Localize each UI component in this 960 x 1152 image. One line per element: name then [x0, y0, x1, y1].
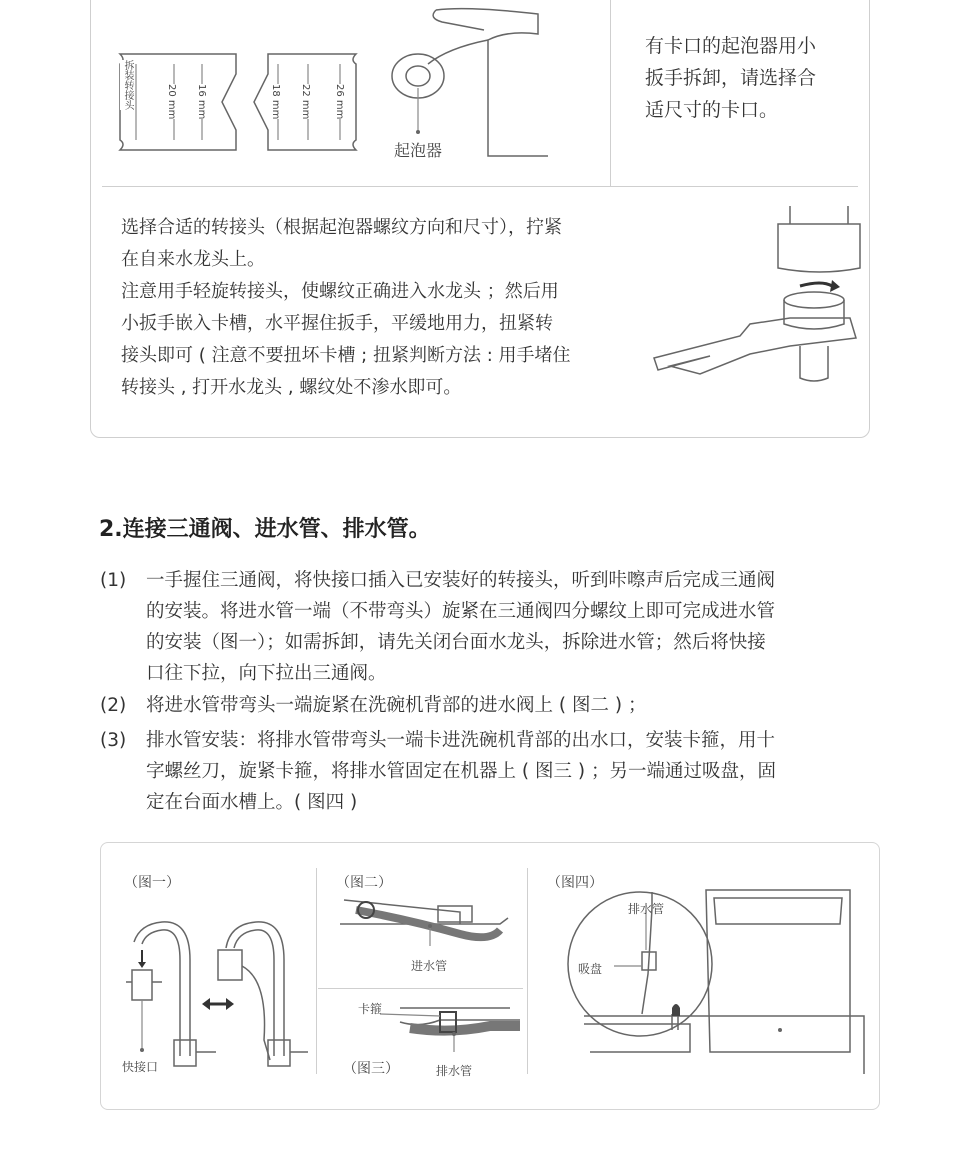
aerator-note-line: 适尺寸的卡口。: [645, 99, 779, 121]
step-3: [100, 725, 870, 818]
fig1-quick-connector-label: 快接口: [122, 1060, 159, 1074]
fig4-dishwasher-sink-illustration: [560, 884, 870, 1084]
figure-divider: [318, 988, 523, 989]
step-number: (3): [100, 730, 127, 751]
step-line: 字螺丝刀，旋紧卡箍，将排水管固定在机器上 ( 图三 ) ；另一端通过吸盘，固: [146, 761, 776, 782]
adapter-wrench-illustration: [650, 206, 860, 402]
fig1-three-way-valve-illustration: [118, 920, 318, 1076]
step-line: 口往下拉，向下拉出三通阀。: [146, 663, 387, 684]
wrench-label-adapter: 拆装转接头: [122, 60, 133, 110]
top-divider-horizontal: [102, 186, 858, 187]
step-number: (2): [100, 695, 127, 716]
wrench-label-26mm: 26 mm: [334, 84, 345, 120]
aerator-note-line: 有卡口的起泡器用小: [645, 35, 817, 57]
wrench-label-22mm: 22 mm: [300, 84, 311, 120]
step-line: 排水管安装：将排水管带弯头一端卡进洗碗机背部的出水口，安装卡箍，用十: [146, 730, 776, 751]
fig3-label: （图三）: [343, 1061, 399, 1077]
step-line: 将进水管带弯头一端旋紧在洗碗机背部的进水阀上 ( 图二 ) ；: [146, 695, 647, 716]
fig2-inlet-hose-label: 进水管: [411, 959, 448, 973]
adapter-text-line: 接头即可 ( 注意不要扭坏卡槽 ; 扭紧判断方法 : 用手堵住: [121, 345, 571, 366]
step-line: 的安装。将进水管一端（不带弯头）旋紧在三通阀四分螺纹上即可完成进水管: [146, 601, 776, 622]
aerator-label: 起泡器: [394, 141, 443, 160]
fig2-label: （图二）: [336, 875, 392, 891]
step-line: 的安装（图一）；如需拆卸，请先关闭台面水龙头，拆除进水管；然后将快接: [146, 632, 766, 653]
fig1-label: （图一）: [124, 875, 180, 891]
fig3-clamp-label: 卡箍: [358, 1002, 383, 1016]
wrench-label-20mm: 20 mm: [166, 84, 177, 120]
section-title: 2.连接三通阀、进水管、排水管。: [99, 517, 431, 542]
adapter-text-line: 注意用手轻旋转接头，使螺纹正确进入水龙头 ；然后用: [121, 281, 559, 302]
fig3-drain-hose-illustration: [360, 1004, 520, 1064]
fig4-suction-cup-label: 吸盘: [578, 962, 603, 976]
adapter-text-line: 在自来水龙头上。: [121, 249, 265, 270]
step-1: [100, 565, 870, 689]
step-line: 一手握住三通阀，将快接口插入已安装好的转接头，听到咔嚓声后完成三通阀: [146, 570, 776, 591]
figure-divider: [527, 868, 528, 1074]
step-line: 定在台面水槽上。( 图四 ): [146, 792, 358, 813]
adapter-text-line: 小扳手嵌入卡槽，水平握住扳手，平缓地用力，扭紧转: [121, 313, 553, 334]
aerator-note-line: 扳手拆卸，请选择合: [645, 67, 817, 89]
adapter-text-line: 选择合适的转接头（根据起泡器螺纹方向和尺寸），拧紧: [121, 217, 562, 238]
wrench-label-18mm: 18 mm: [270, 84, 281, 120]
top-divider-vertical: [610, 0, 611, 186]
fig2-inlet-hose-illustration: [320, 890, 520, 960]
step-number: (1): [100, 570, 127, 591]
adapter-text-line: 转接头 , 打开水龙头 , 螺纹处不渗水即可。: [121, 377, 462, 398]
fig4-label: （图四）: [547, 875, 603, 891]
fig3-drain-hose-label: 排水管: [436, 1064, 473, 1078]
wrench-illustration: [118, 44, 358, 160]
fig4-drain-hose-label: 排水管: [628, 902, 665, 916]
adapter-instructions: [121, 212, 641, 404]
aerator-note: [645, 30, 816, 126]
step-2: [100, 690, 870, 721]
wrench-label-16mm: 16 mm: [196, 84, 207, 120]
